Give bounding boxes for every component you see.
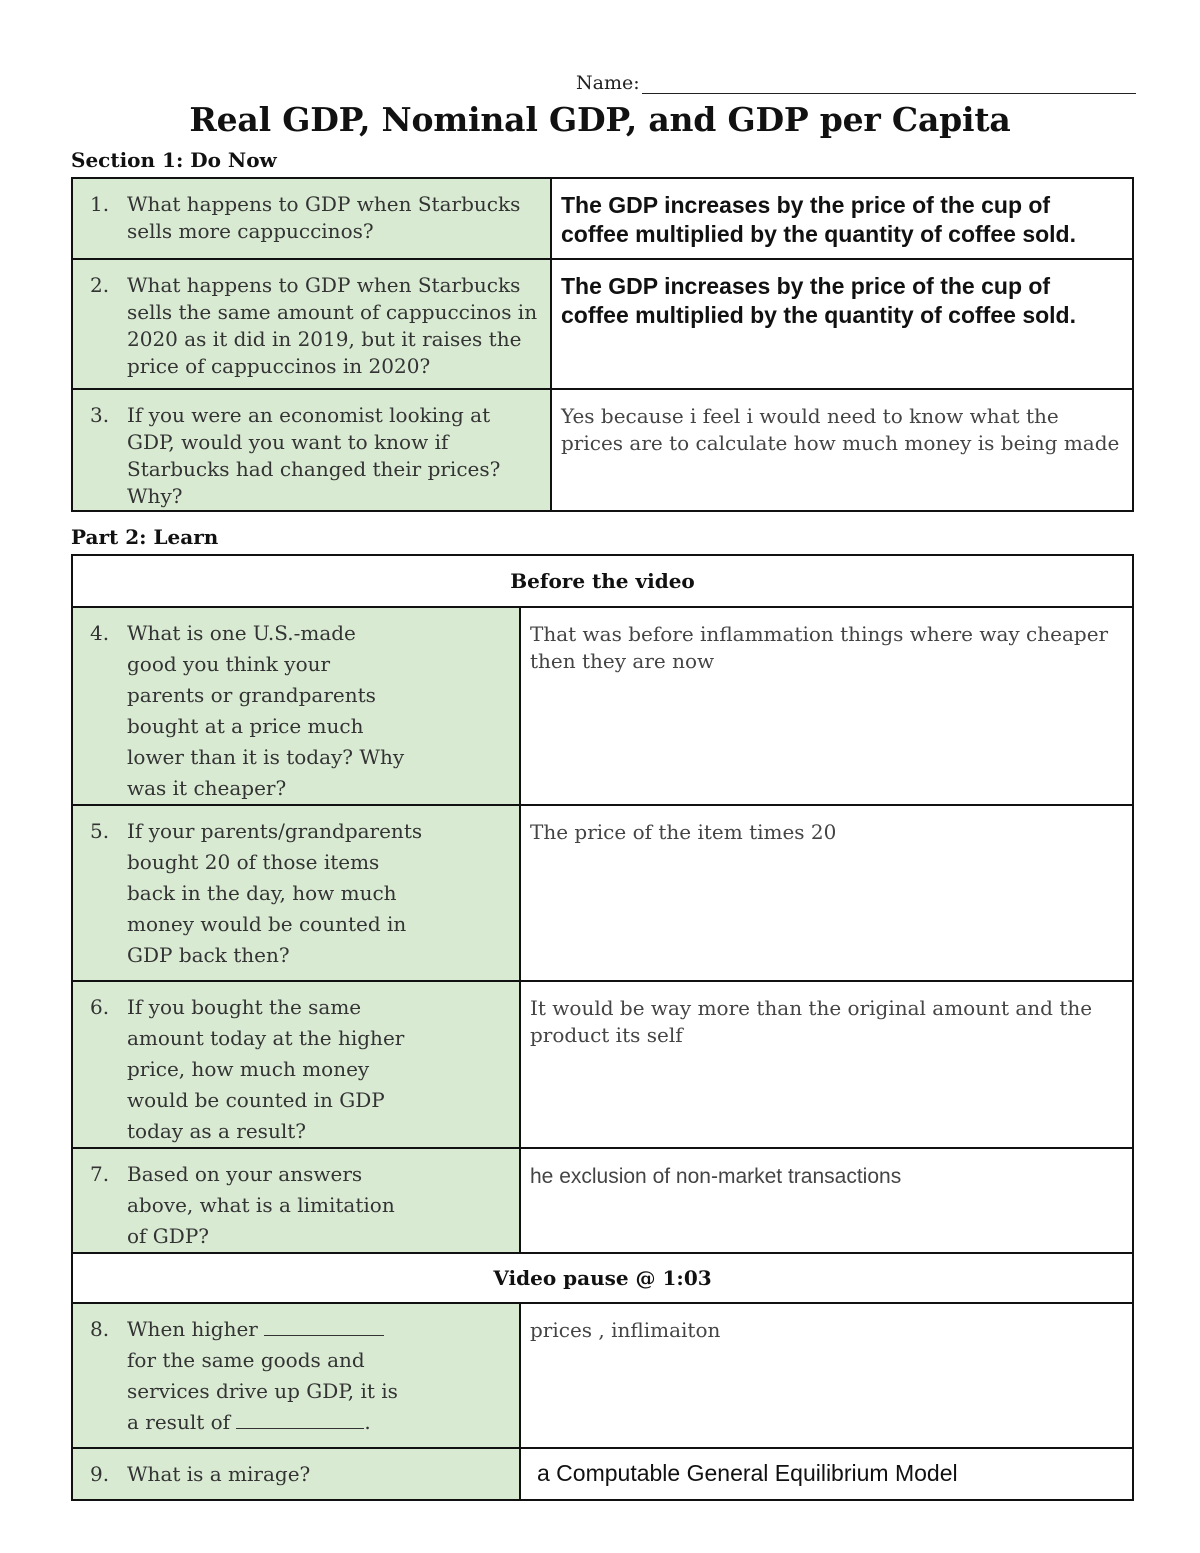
learn-table <box>71 554 1134 1501</box>
question-number: 5. <box>90 819 110 843</box>
question-text: If your parents/grandparents bought 20 of those items back in the day, how much money would be counted in GDP back then? <box>127 819 423 967</box>
question-text: What happens to GDP when Starbucks sells more cappuccinos? <box>127 192 521 243</box>
question-cell <box>72 607 520 805</box>
table-row <box>72 981 1133 1148</box>
table-row <box>72 1148 1133 1253</box>
question-cell <box>72 1448 520 1500</box>
fill-in-blank <box>264 1315 384 1336</box>
question-number: 7. <box>90 1162 110 1186</box>
answer-cell[interactable] <box>520 607 1133 805</box>
answer-cell[interactable] <box>551 178 1133 259</box>
before-video-header: Before the video <box>72 555 1133 607</box>
name-blank-line[interactable] <box>642 72 1136 94</box>
q8-text-part2: for the same goods and services drive up GDP, it is a result of <box>127 1348 398 1434</box>
do-now-table <box>71 177 1134 512</box>
page-title: Real GDP, Nominal GDP, and GDP per Capita <box>189 100 1011 139</box>
question-number: 1. <box>90 192 110 216</box>
name-field[interactable] <box>576 72 1136 94</box>
answer-text[interactable]: a Computable General Equilibrium Model <box>537 1460 958 1486</box>
question-cell <box>72 389 551 511</box>
question-number: 9. <box>90 1462 110 1486</box>
table-row <box>72 178 1133 259</box>
question-cell <box>72 981 520 1148</box>
question-text: Based on your answers above, what is a limitation of GDP? <box>127 1162 395 1248</box>
question-text: What happens to GDP when Starbucks sells the same amount of cappuccinos in 2020 as it did in 2019, but it raises the price of cappuccinos in 2020? <box>127 273 538 378</box>
table-row <box>72 1303 1133 1448</box>
question-cell <box>72 178 551 259</box>
table-row <box>72 259 1133 389</box>
answer-text[interactable]: The price of the item times 20 <box>530 820 837 844</box>
answer-text[interactable]: That was before inflammation things where way cheaper then they are now <box>530 622 1109 673</box>
answer-text[interactable]: he exclusion of non-market transactions <box>530 1165 902 1188</box>
answer-text[interactable]: prices , inflimaiton <box>530 1318 721 1342</box>
table-header-row <box>72 1253 1133 1303</box>
q8-text-part3: . <box>364 1410 371 1434</box>
table-row <box>72 389 1133 511</box>
answer-text[interactable]: The GDP increases by the price of the cup of coffee multiplied by the quantity of coffee sold. <box>561 273 1076 328</box>
answer-cell[interactable] <box>551 389 1133 511</box>
answer-text[interactable]: Yes because i feel i would need to know what the prices are to calculate how much money is being made <box>561 404 1120 455</box>
q8-text-part1: When higher <box>127 1317 258 1341</box>
table-row <box>72 805 1133 981</box>
question-cell <box>72 1148 520 1253</box>
answer-cell[interactable] <box>520 981 1133 1148</box>
question-text: If you bought the same amount today at the higher price, how much money would be counted in GDP today as a result? <box>127 995 405 1143</box>
answer-text[interactable]: The GDP increases by the price of the cup of coffee multiplied by the quantity of coffee sold. <box>561 192 1076 247</box>
answer-cell[interactable] <box>520 805 1133 981</box>
table-row <box>72 607 1133 805</box>
answer-cell[interactable] <box>520 1148 1133 1253</box>
part2-label: Part 2: Learn <box>71 525 219 549</box>
question-number: 6. <box>90 995 110 1019</box>
table-header-row <box>72 555 1133 607</box>
question-text <box>127 1314 409 1438</box>
section1-label: Section 1: Do Now <box>71 148 277 172</box>
question-text: What is one U.S.-made good you think your parents or grandparents bought at a price much lower than it is today? Why was it cheaper? <box>127 621 405 800</box>
answer-cell[interactable] <box>551 259 1133 389</box>
question-cell <box>72 1303 520 1448</box>
question-number: 3. <box>90 403 110 427</box>
question-cell <box>72 259 551 389</box>
name-label: Name: <box>576 72 640 94</box>
video-pause-header: Video pause @ 1:03 <box>72 1253 1133 1303</box>
table-row <box>72 1448 1133 1500</box>
question-text: If you were an economist looking at GDP, would you want to know if Starbucks had changed their prices? Why? <box>127 403 501 508</box>
answer-cell[interactable] <box>520 1448 1133 1500</box>
question-number: 8. <box>90 1317 110 1341</box>
question-number: 2. <box>90 273 110 297</box>
question-text: What is a mirage? <box>127 1462 311 1486</box>
answer-text[interactable]: It would be way more than the original amount and the product its self <box>530 996 1093 1047</box>
question-number: 4. <box>90 621 110 645</box>
fill-in-blank <box>236 1408 364 1429</box>
answer-cell[interactable] <box>520 1303 1133 1448</box>
question-cell <box>72 805 520 981</box>
